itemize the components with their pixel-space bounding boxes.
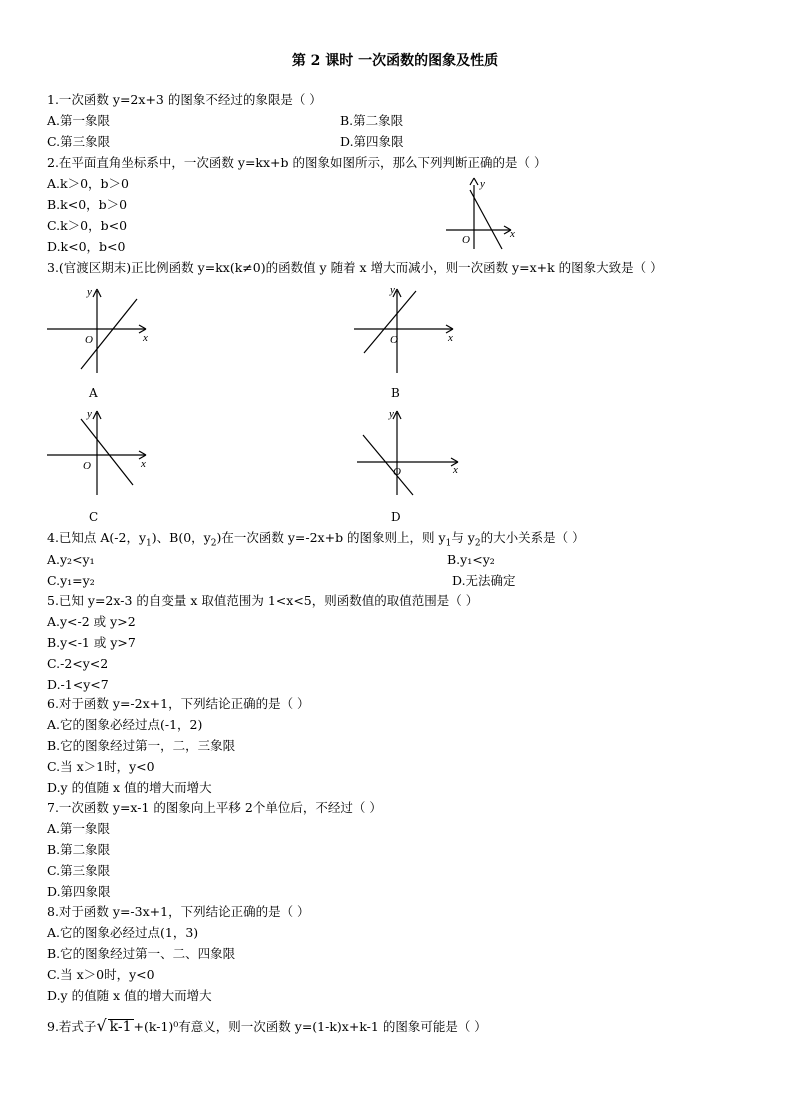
graph-b-label: B <box>391 386 400 400</box>
function-line <box>470 190 502 249</box>
graph-d-label: D <box>391 510 401 524</box>
function-line <box>81 419 133 485</box>
svg-text:x: x <box>453 464 458 476</box>
svg-text:x: x <box>141 458 146 470</box>
question-1-option-a: A.第一象限 <box>47 113 111 128</box>
question-6-option-b: B.它的图象经过第一，二，三象限 <box>47 738 236 753</box>
question-1-option-b: B.第二象限 <box>340 113 404 128</box>
sqrt-sign-icon: √ <box>96 1016 107 1035</box>
question-2-option-a: A.k＞0，b＞0 <box>47 176 129 191</box>
question-8-option-a: A.它的图象必经过点(1，3) <box>47 925 199 940</box>
function-line <box>363 435 413 495</box>
radicand: k-1 <box>109 1019 132 1035</box>
question-6-option-a: A.它的图象必经过点(-1，2) <box>47 717 203 732</box>
svg-text:y: y <box>389 408 394 420</box>
question-3-graph-a <box>45 283 165 383</box>
question-3-graph-d <box>355 405 475 505</box>
question-4-option-d: D.无法确定 <box>452 573 516 588</box>
question-8-option-c: C.当 x＞0时，y<0 <box>47 967 155 982</box>
svg-text:y: y <box>390 284 395 296</box>
svg-text:O: O <box>390 334 398 346</box>
question-4-option-b: B.y₁<y₂ <box>447 552 495 567</box>
origin-label: O <box>462 234 470 246</box>
y-label: y <box>480 178 485 190</box>
question-4-stem: 4.已知点 A(-2，$y_1$)、B(0，$y_2$)在一次函数 y=-2x+b 的图象则上，则 $y_1$与 $y_2$的大小关系是（ ） <box>47 530 585 549</box>
question-7-stem: 7.一次函数 y=x-1 的图象向上平移 2个单位后，不经过（ ） <box>47 800 382 815</box>
svg-text:y: y <box>87 286 92 298</box>
svg-text:O: O <box>85 334 93 346</box>
question-6-option-d: D.y 的值随 x 值的增大而增大 <box>47 780 212 795</box>
svg-text:O: O <box>393 466 401 478</box>
question-3-stem: 3.(官渡区期末)正比例函数 y=kx(k≠0)的函数值 y 随着 x 增大而减小，则一次函数 y=x+k 的图象大致是（ ） <box>47 260 663 275</box>
graph-c-label: C <box>89 510 99 524</box>
question-2-option-c: C.k＞0，b<0 <box>47 218 128 233</box>
question-7-option-b: B.第二象限 <box>47 842 111 857</box>
svg-text:x: x <box>143 332 148 344</box>
question-8-option-d: D.y 的值随 x 值的增大而增大 <box>47 988 212 1003</box>
question-5-option-b: B.y<-1 或 y>7 <box>47 635 136 650</box>
question-2-option-d: D.k<0，b<0 <box>47 239 126 254</box>
question-5-option-c: C.-2<y<2 <box>47 656 109 671</box>
question-7-option-c: C.第三象限 <box>47 863 111 878</box>
question-7-option-d: D.第四象限 <box>47 884 111 899</box>
question-6-stem: 6.对于函数 y=-2x+1，下列结论正确的是（ ） <box>47 696 310 711</box>
question-2-option-b: B.k<0，b＞0 <box>47 197 128 212</box>
question-6-option-c: C.当 x＞1时，y<0 <box>47 759 155 774</box>
graph-a-label: A <box>89 386 98 400</box>
question-4-option-c: C.y₁=y₂ <box>47 573 95 588</box>
question-7-option-a: A.第一象限 <box>47 821 111 836</box>
svg-text:y: y <box>87 408 92 420</box>
question-1-stem: 1.一次函数 y=2x+3 的图象不经过的象限是（ ） <box>47 92 322 107</box>
x-label: x <box>510 228 515 240</box>
question-3-graph-c <box>45 405 165 505</box>
question-1-option-c: C.第三象限 <box>47 134 111 149</box>
svg-text:x: x <box>448 332 453 344</box>
question-5-stem: 5.已知 y=2x-3 的自变量 x 取值范围为 1<x<5，则函数值的取值范围是（ ） <box>47 593 479 608</box>
question-8-option-b: B.它的图象经过第一、二、四象限 <box>47 946 236 961</box>
question-9-stem: 9.若式子√ k-1 +(k-1)⁰有意义，则一次函数 y=(1-k)x+k-1 的图象可能是（ ） <box>47 1016 487 1035</box>
question-2-graph <box>440 175 530 255</box>
question-1-option-d: D.第四象限 <box>340 134 404 149</box>
svg-text:O: O <box>83 460 91 472</box>
question-5-option-d: D.-1<y<7 <box>47 677 109 692</box>
y-axis-arrow <box>470 178 474 185</box>
question-3-graph-b <box>352 283 472 383</box>
question-4-option-a: A.y₂<y₁ <box>47 552 95 567</box>
question-5-option-a: A.y<-2 或 y>2 <box>47 614 136 629</box>
page-title: 第 2 课时 一次函数的图象及性质 <box>291 53 499 69</box>
question-8-stem: 8.对于函数 y=-3x+1，下列结论正确的是（ ） <box>47 904 310 919</box>
question-2-stem: 2.在平面直角坐标系中，一次函数 y=kx+b 的图象如图所示，那么下列判断正确的是（ ） <box>47 155 547 170</box>
